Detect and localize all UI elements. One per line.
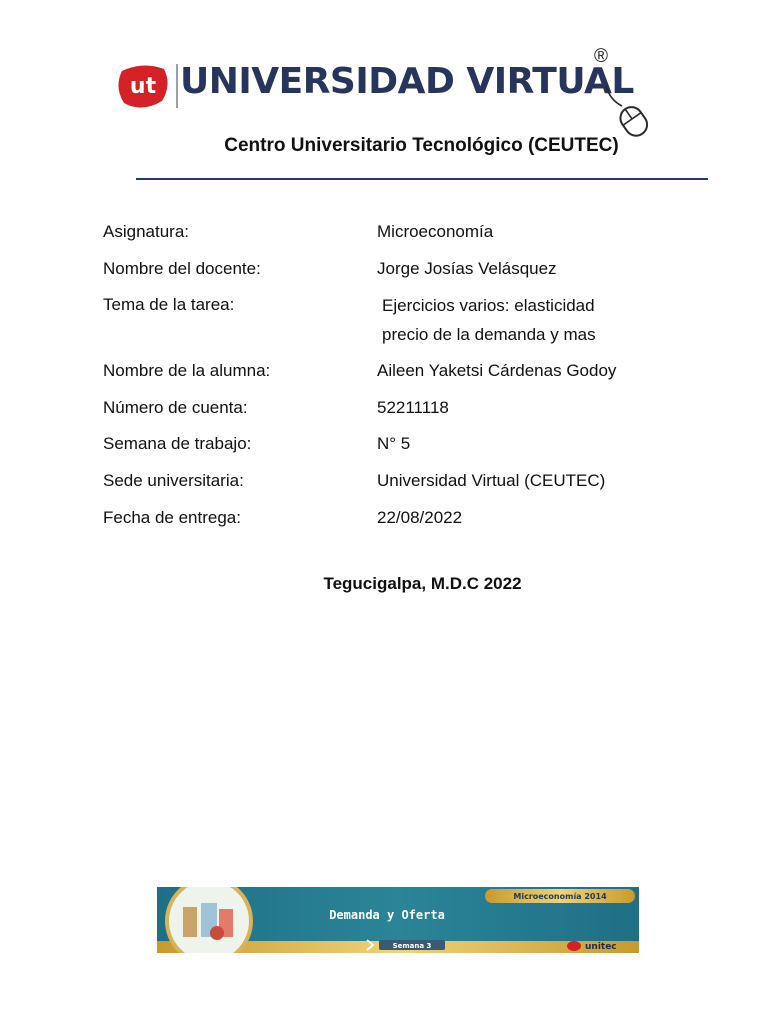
banner-graphic <box>157 887 639 953</box>
field-value: Universidad Virtual (CEUTEC) <box>377 470 606 490</box>
field-value: Aileen Yaketsi Cárdenas Godoy <box>377 361 617 381</box>
field-row-week <box>103 434 703 454</box>
field-row-date <box>103 508 703 528</box>
unitec-logo-icon <box>567 941 581 951</box>
field-label: Asignatura: <box>103 222 189 241</box>
field-value: Ejercicios varios: elasticidad precio de la demanda y mas <box>382 296 596 345</box>
field-label: Nombre de la alumna: <box>103 361 271 381</box>
logo-wordmark: UNIVERSIDAD VIRTUAL <box>180 61 634 102</box>
field-row-student <box>103 361 703 381</box>
field-label: Fecha de entrega: <box>103 507 241 527</box>
field-row-campus <box>103 471 703 491</box>
banner-brand: unitec <box>585 942 617 952</box>
cover-fields <box>103 222 703 544</box>
field-row-topic <box>103 295 703 349</box>
registered-mark: ® <box>594 46 608 67</box>
field-value: 52211118 <box>377 397 449 417</box>
banner-title: Demanda y Oferta <box>329 908 445 922</box>
logo-divider <box>176 64 178 108</box>
svg-text:ut: ut <box>129 74 157 99</box>
institution-subtitle: Centro Universitario Tecnológico (CEUTEC) <box>224 135 619 156</box>
field-value: N° 5 <box>377 434 411 454</box>
course-tag: Microeconomía 2014 <box>513 892 607 901</box>
computer-mouse-icon <box>604 84 654 138</box>
field-row-subject <box>103 222 703 242</box>
field-label: Semana de trabajo: <box>103 434 252 454</box>
course-banner <box>157 887 639 953</box>
field-label: Sede universitaria: <box>103 470 244 490</box>
university-logo <box>116 46 656 138</box>
header-divider <box>136 178 708 180</box>
field-label: Nombre del docente: <box>103 258 261 278</box>
banner-week: Semana 3 <box>392 942 432 950</box>
field-row-account <box>103 398 703 418</box>
field-value: Microeconomía <box>377 222 494 241</box>
field-row-teacher <box>103 259 703 279</box>
ut-badge-icon <box>116 63 170 109</box>
field-label: Tema de la tarea: <box>103 295 235 315</box>
field-label: Número de cuenta: <box>103 397 248 417</box>
field-value: Jorge Josías Velásquez <box>377 258 557 278</box>
place-and-year: Tegucigalpa, M.D.C 2022 <box>323 574 522 593</box>
field-value: 22/08/2022 <box>377 507 463 527</box>
